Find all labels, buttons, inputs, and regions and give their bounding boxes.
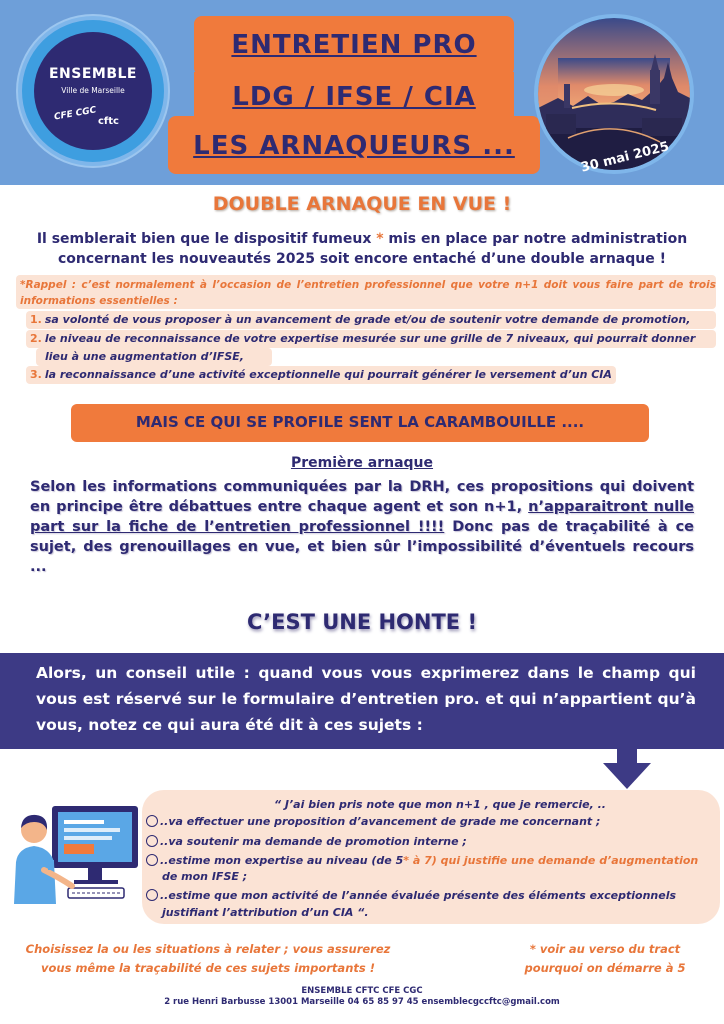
conseil-text: Alors, un conseil utile : quand vous vous exprimerez dans le champ qui vous est réservé sur le formulaire d’entretien pro. et qui n’appartient qu’à vous, notez ce qui aura été dit à ces sujets :	[36, 664, 696, 734]
rappel-num: 1.	[30, 313, 42, 326]
intro-star: *	[376, 231, 384, 247]
quote-option-text: ..estime que mon activité de l’année évaluée présente des éléments exceptionnels	[160, 889, 677, 902]
honte-heading: C’EST UNE HONTE !	[246, 610, 478, 634]
quote-option-text-star: * à 7) qui justifie une demande d’augmentation	[403, 854, 699, 867]
date-label: 30 mai 2025	[579, 139, 671, 176]
title-line-1: ENTRETIEN PRO	[231, 30, 477, 60]
quote-option-text: ..va effectuer une proposition d’avancement de grade me concernant ;	[160, 815, 601, 828]
rappel-text: le niveau de reconnaissance de votre expertise mesurée sur une grille de 7 niveaux, qui pourrait donner	[44, 332, 696, 345]
cfe-cgc-label: CFE CGC	[53, 105, 98, 123]
quote-option-4	[146, 887, 712, 904]
footer-org: ENSEMBLE CFTC CFE CGC	[301, 986, 423, 996]
rappel-text: sa volonté de vous proposer à un avancement de grade et/ou de soutenir votre demande de promotion,	[44, 313, 691, 326]
selon-underlined: n’apparaitront nulle part sur la fiche de l’entretien professionnel !!!!	[30, 499, 694, 535]
rappel-item-2-cont	[42, 348, 244, 365]
option-circle-icon	[146, 815, 158, 827]
quote-option-3-cont	[162, 868, 724, 885]
quote-option-text: ..va soutenir ma demande de promotion interne ;	[160, 835, 467, 848]
quote-option-text: ..estime mon expertise au niveau (de 5	[160, 854, 404, 867]
premiere-arnaque-heading: Première arnaque	[290, 455, 434, 471]
quote-option-1	[146, 813, 712, 830]
mais-heading: MAIS CE QUI SE PROFILE SENT LA CARAMBOUILLE ....	[135, 413, 585, 431]
cftc-label: cftc	[98, 116, 119, 127]
rappel-text: la reconnaissance d’une activité exceptionnelle qui pourrait générer le versement d’un CIA	[44, 368, 612, 381]
double-arnaque-heading: DOUBLE ARNAQUE EN VUE !	[212, 193, 512, 215]
quote-option-text: justifiant l’attribution d’un CIA “.	[162, 906, 369, 919]
cftc-logo	[98, 116, 119, 127]
rappel-item-3	[30, 366, 612, 383]
down-arrow-icon	[603, 749, 651, 789]
rappel-item-2	[30, 330, 695, 347]
rappel-item-1	[30, 311, 690, 328]
rappel-text: lieu à une augmentation d’IFSE,	[45, 350, 244, 363]
option-circle-icon	[146, 835, 158, 847]
title-line-2: LDG / IFSE / CIA	[232, 82, 476, 112]
voir-verso-note: * voir au verso du tract pourquoi on démarre à 5	[524, 942, 686, 975]
logo-title: ENSEMBLE	[48, 66, 137, 82]
cfe-cgc-logo	[54, 106, 98, 122]
intro-paragraph	[24, 229, 700, 269]
ensemble-logo	[18, 16, 168, 166]
option-circle-icon	[146, 854, 158, 866]
quote-option-4-cont	[162, 904, 724, 921]
logo-subtitle: Ville de Marseille	[61, 86, 125, 95]
logo-inner-disc	[34, 32, 152, 150]
rappel-num: 3.	[30, 368, 42, 381]
rappel-num: 2.	[30, 332, 42, 345]
quote-option-3	[146, 852, 712, 869]
option-circle-icon	[146, 889, 158, 901]
quote-option-text: de mon IFSE ;	[162, 870, 248, 883]
rappel-heading: *Rappel : c’est normalement à l’occasion de l’entretien professionnel que votre n+1 doit vous faire part de trois informations essentielles :	[20, 279, 716, 307]
selon-part2: Donc pas de traçabilité à ce sujet, des grenouillages en vue, et bien sûr l’impossibilité d’éventuels recours ...	[30, 519, 695, 575]
title-line-3: LES ARNAQUEURS ...	[193, 131, 515, 161]
computer-user-illustration	[8, 800, 144, 906]
intro-part2: mis en place par notre administration concernant les nouveautés 2025 soit encore entaché d’une double arnaque !	[57, 231, 688, 267]
marseille-cityscape-image	[534, 14, 694, 174]
intro-part1: Il semblerait bien que le dispositif fumeux	[36, 231, 372, 247]
choisis-note: Choisissez la ou les situations à relater ; vous assurerez vous même la traçabilité de ces sujets importants !	[25, 942, 391, 975]
selon-part1: Selon les informations communiquées par la DRH, ces propositions qui doivent en principe être débattues entre chaque agent et son n+1,	[30, 479, 694, 515]
quote-heading: “ J’ai bien pris note que mon n+1 , que je remercie, ..	[274, 798, 606, 811]
quote-option-2	[146, 833, 712, 850]
rappel-block	[16, 275, 716, 385]
selon-paragraph	[30, 477, 694, 577]
footer-address: 2 rue Henri Barbusse 13001 Marseille 04 65 85 97 45 ensemblecgccftc@gmail.com	[164, 997, 560, 1007]
